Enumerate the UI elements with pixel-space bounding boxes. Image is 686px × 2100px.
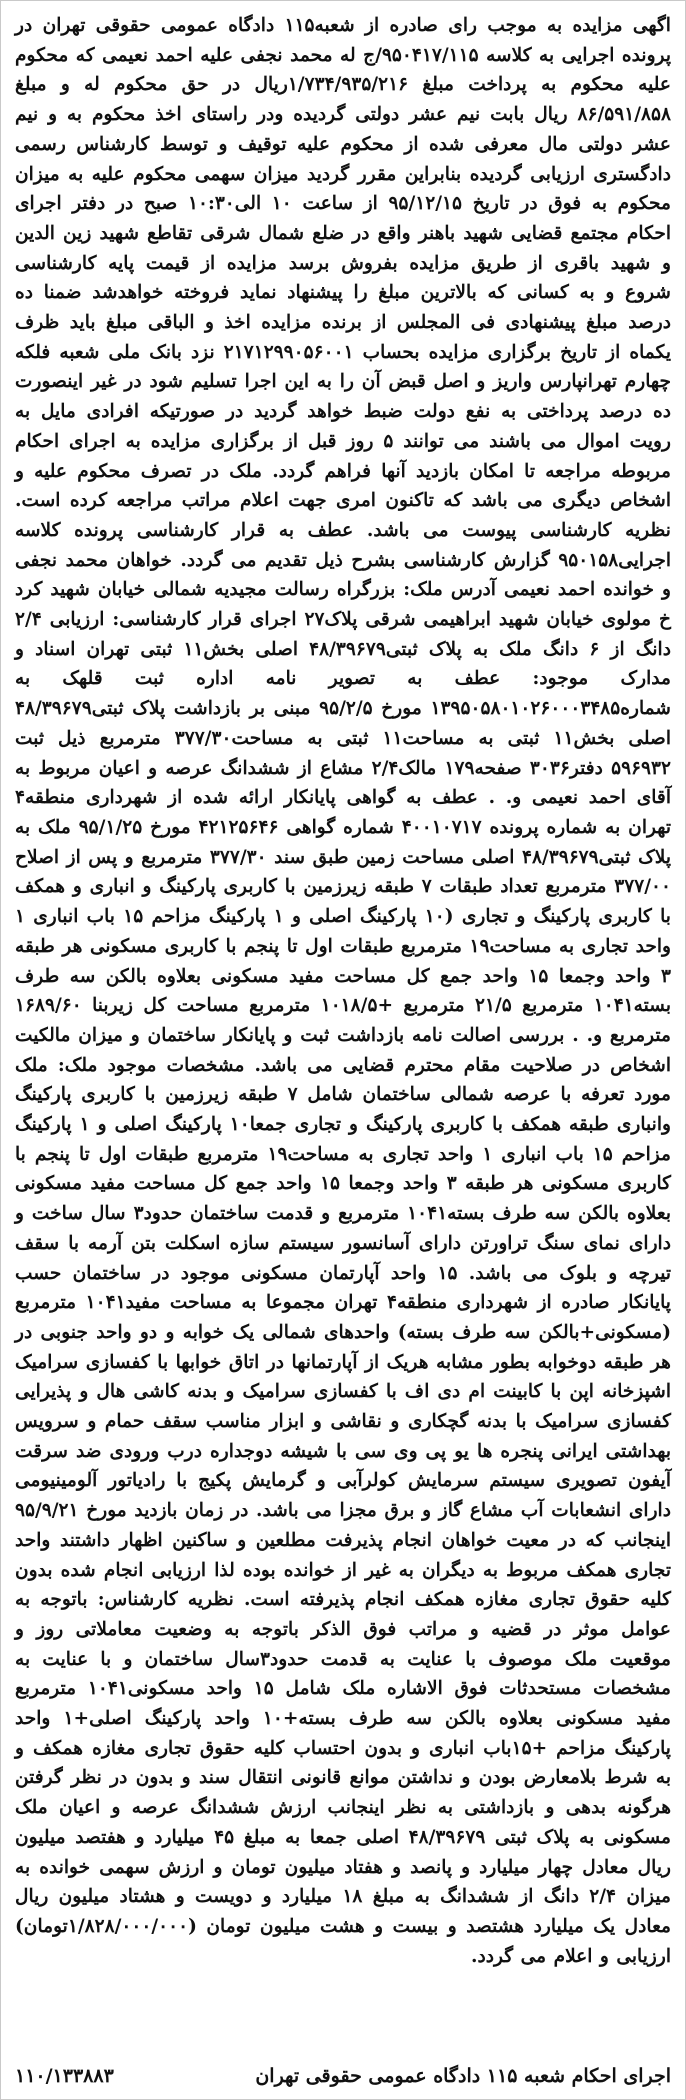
issuer-signature: اجرای احکام شعبه ۱۱۵ دادگاه عمومی حقوقی تهران <box>255 2065 671 2087</box>
notice-footer <box>15 2061 671 2091</box>
reference-number: ۱۱۰/۱۳۳۸۸۳ <box>15 2065 114 2087</box>
notice-body-text: اگهی مزایده به موجب رای صادره از شعبه۱۱۵ دادگاه عمومی حقوقی تهران در پرونده اجرایی به کلاسه ۹۵۰۴۱۷/۱۱۵/ج له محمد نجفی علیه احمد نعیمی که محکوم علیه محکوم به پرداخت مبلغ ۱/۷۳۴/۹۳۵/۲۱۶ریال در حق محکوم له و مبلغ ۸۶/۵۹۱/۸۵۸ ریال بابت نیم عشر دولتی گردیده ودر راستای اخذ محکوم به و نیم عشر دولتی مال معرفی شده از محکوم علیه توقیف و توسط کارشناس رسمی دادگستری ارزیابی گردیده بنابراین مقرر گردید میزان سهمی محکوم علیه به میزان محکوم به فوق در تاریخ ۹۵/۱۲/۱۵ از ساعت ۱۰ الی۱۰:۳۰ صبح در دفتر اجرای احکام مجتمع قضایی شهید باهنر واقع در ضلع شمال شرقی تقاطع شهید زین الدین و شهید باقری از طریق مزایده بفروش برسد مزایده از قیمت پایه کارشناسی شروع و به کسانی که بالاترین مبلغ را پیشنهاد نماید فروخته خواهدشد ضمنا ده درصد مبلغ پیشنهادی فی المجلس از برنده مزایده اخذ و الباقی مبلغ باید ظرف یکماه از تاریخ برگزاری مزایده بحساب ۲۱۷۱۲۹۹۰۵۶۰۰۱ نزد بانک ملی شعبه فلکه چهارم تهرانپارس واریز و اصل قبض آن را به این اجرا تسلیم شود در غیر اینصورت ده درصد پرداختی به نفع دولت ضبط خواهد گردید در صورتیکه افرادی مایل به رویت اموال می باشند می توانند ۵ روز قبل از برگزاری مزایده به اجرای احکام مربوطه مراجعه تا امکان بازدید آنها فراهم گردد. ملک در تصرف محکوم علیه و اشخاص دیگری می باشد که تاکنون امری جهت اعلام مراتب مراجعه کرده است. نظریه کارشناسی پیوست می باشد. عطف به قرار کارشناسی پرونده کلاسه اجرایی۹۵۰۱۵۸ گزارش کارشناسی بشرح ذیل تقدیم می گردد. خواهان محمد نجفی و خوانده احمد نعیمی آدرس ملک: بزرگراه رسالت مجیدیه شمالی خیابان شهید کرد خ مولوی خیابان شهید ابراهیمی شرقی پلاک۲۷ اجرای قرار کارشناسی: ارزیابی ۲/۴ دانگ از ۶ دانگ ملک به پلاک ثبتی۴۸/۳۹۶۷۹ اصلی بخش۱۱ ثبتی تهران اسناد و مدارک موجود: عطف به تصویر نامه اداره ثبت قلهک به شماره۱۳۹۵۰۵۸۰۱۰۲۶۰۰۰۳۴۸۵ مورخ ۹۵/۲/۵ مبنی بر بازداشت پلاک ثبتی۴۸/۳۹۶۷۹ اصلی بخش۱۱ ثبتی به مساحت۱۱ ثبتی به مساحت۳۷۷/۳۰ مترمربع ذیل ثبت ۵۹۶۹۳۲ دفتر۳۰۳۶ صفحه۱۷۹ مالک۲/۴ مشاع از ششدانگ عرصه و اعیان مربوط به آقای احمد نعیمی و. . عطف به گواهی پایانکار ارائه شده از شهرداری منطقه۴ تهران به شماره پرونده ۴۰۰۱۰۷۱۷ شماره گواهی ۴۲۱۲۵۶۴۶ مورخ ۹۵/۱/۲۵ ملک به پلاک ثبتی۴۸/۳۹۶۷۹ اصلی مساحت زمین طبق سند ۳۷۷/۳۰ مترمربع و پس از اصلاح ۳۷۷/۰۰ مترمربع تعداد طبقات ۷ طبقه زیرزمین با کاربری پارکینگ و انباری و همکف با کاربری پارکینگ و تجاری (۱۰ پارکینگ اصلی و ۱ پارکینگ مزاحم ۱۵ باب انباری ۱ واحد تجاری به مساحت۱۹ مترمربع طبقات اول تا پنجم با کاربری مسکونی هر طبقه ۳ واحد وجمعا ۱۵ واحد جمع کل مساحت مفید مسکونی بعلاوه بالکن سه طرف بسته۱۰۴۱ مترمربع ۲۱/۵ مترمربع +۱۰۱۸/۵ مترمربع مساحت کل زیربنا ۱۶۸۹/۶۰ مترمربع و. . بررسی اصالت نامه بازداشت ثبت و پایانکار ساختمان و میزان مالکیت اشخاص در صلاحیت مقام محترم قضایی می باشد. مشخصات موجود ملک: ملک مورد تعرفه با عرصه شمالی ساختمان شامل ۷ طبقه زیرزمین با کاربری پارکینگ وانباری طبقه همکف با کاربری پارکینگ و تجاری جمعا۱۰ پارکینگ اصلی و ۱ پارکینگ مزاحم ۱۵ باب انباری ۱ واحد تجاری به مساحت۱۹ مترمربع طبقات اول تا پنجم با کاربری مسکونی هر طبقه ۳ واحد وجمعا ۱۵ واحد جمع کل مساحت مفید مسکونی بعلاوه بالکن سه طرف بسته۱۰۴۱ مترمربع و قدمت ساختمان حدود۳ سال ساخت و دارای نمای سنگ تراورتن دارای آسانسور سیستم سازه اسکلت بتن آرمه با سقف تیرچه و بلوک می باشد. ۱۵ واحد آپارتمان مسکونی موجود در ساختمان حسب پایانکار صادره از شهرداری منطقه۴ تهران مجموعا به مساحت مفید۱۰۴۱ مترمربع (مسکونی+بالکن سه طرف بسته) واحدهای شمالی یک خوابه و دو واحد جنوبی در هر طبقه دوخوابه بطور مشابه هریک از آپارتمانها در اتاق خوابها با کفسازی سرامیک اشپزخانه اپن با کابینت ام دی اف با کفسازی سرامیک و بدنه کاشی هال و پذیرایی کفسازی سرامیک با بدنه گچکاری و نقاشی و ابزار مناسب سقف حمام و سرویس بهداشتی ایرانی پنجره ها یو پی وی سی با شیشه دوجداره درب ورودی ضد سرقت آیفون تصویری سیستم سرمایش کولرآبی و گرمایش پکیج با رادیاتور آلومینیومی دارای انشعابات آب مشاع گاز و برق مجزا می باشد. در زمان بازدید مورخ ۹۵/۹/۲۱ اینجانب که در معیت خواهان انجام پذیرفت مطلعین و ساکنین اظهار داشتند واحد تجاری همکف مربوط به دیگران به غیر از خوانده بوده لذا ارزیابی انجام شده بدون کلیه حقوق تجاری مغازه همکف انجام پذیرفته است. نظریه کارشناس: باتوجه به عوامل موثر در قضیه و مراتب فوق الذکر باتوجه به وضعیت معاملاتی روز و موقعیت ملک موصوف با عنایت به قدمت حدود۳سال ساختمان و با عنایت به مشخصات مستحدثات فوق الاشاره ملک شامل ۱۵ واحد مسکونی۱۰۴۱ مترمربع مفید مسکونی بعلاوه بالکن سه طرف بسته+۱۰ واحد پارکینگ اصلی+۱ واحد پارکینگ مزاحم +۱۵باب انباری و بدون احتساب کلیه حقوق تجاری مغازه همکف و به شرط بلامعارض بودن و نداشتن موانع قانونی انتقال سند و بدون در نظر گرفتن هرگونه بدهی و بازداشتی به نظر اینجانب ارزش ششدانگ عرصه و اعیان ملک مسکونی به پلاک ثبتی ۴۸/۳۹۶۷۹ اصلی جمعا به مبلغ ۴۵ میلیارد و هفتصد میلیون ریال معادل چهار میلیارد و پانصد و هفتاد میلیون تومان و ارزش سهمی خوانده به میزان ۲/۴ دانگ از ششدانگ به مبلغ ۱۸ میلیارد و دویست و هشتاد میلیون ریال معادل یک میلیارد هشتصد و بیست و هشت میلیون تومان (۱/۸۲۸/۰۰۰/۰۰۰تومان) ارزیابی و اعلام می گردد. <box>14 15 672 1967</box>
